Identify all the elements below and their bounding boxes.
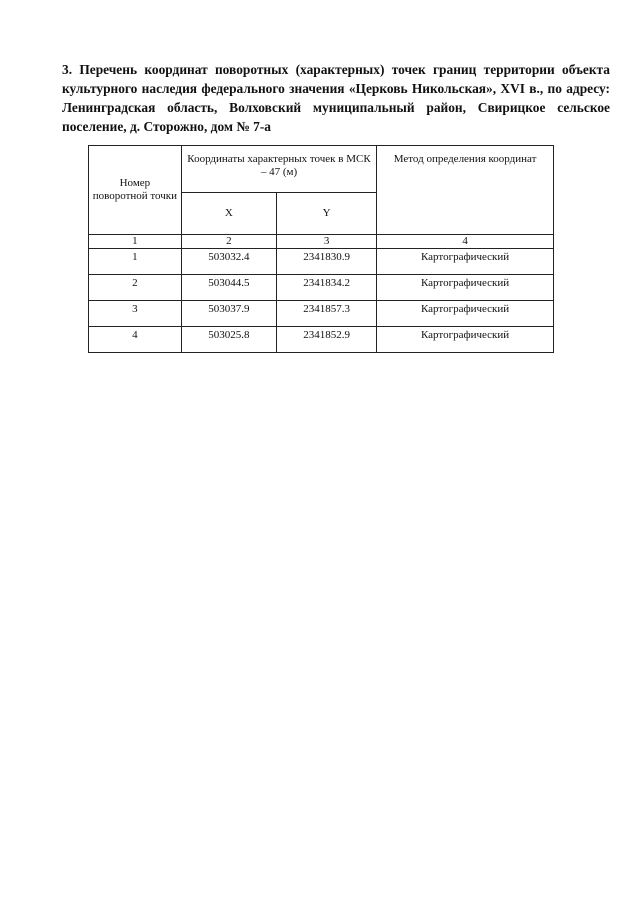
- point-number-cell: 3: [89, 301, 182, 327]
- table-row: [89, 249, 554, 275]
- header-point-number: Номер поворотной точки: [89, 146, 182, 235]
- point-number-cell: 1: [89, 249, 182, 275]
- x-coordinate-cell: 503032.4: [181, 249, 276, 275]
- x-coordinate-cell: 503025.8: [181, 327, 276, 353]
- column-number: 4: [377, 235, 554, 249]
- column-number: 2: [181, 235, 276, 249]
- column-number: 1: [89, 235, 182, 249]
- y-coordinate-cell: 2341830.9: [276, 249, 376, 275]
- method-cell: Картографический: [377, 301, 554, 327]
- y-coordinate-cell: 2341857.3: [276, 301, 376, 327]
- x-coordinate-cell: 503044.5: [181, 275, 276, 301]
- point-number-cell: 2: [89, 275, 182, 301]
- header-x: X: [181, 193, 276, 235]
- section-heading: 3. Перечень координат поворотных (характерных) точек границ территории объекта культурного наследия федерального значения «Церковь Никольская», XVI в., по адресу: Ленинградская область, Волховский муниципальный район, Свирицкое сельское поселение, д. Сторожно, дом № 7-а: [62, 62, 610, 134]
- method-cell: Картографический: [377, 327, 554, 353]
- y-coordinate-cell: 2341834.2: [276, 275, 376, 301]
- table-row: [89, 327, 554, 353]
- point-number-cell: 4: [89, 327, 182, 353]
- x-coordinate-cell: 503037.9: [181, 301, 276, 327]
- column-number-row: [89, 235, 554, 249]
- table-header-row: [89, 146, 554, 193]
- table-row: [89, 301, 554, 327]
- coordinates-table: [88, 145, 554, 353]
- column-number: 3: [276, 235, 376, 249]
- method-cell: Картографический: [377, 249, 554, 275]
- table-row: [89, 275, 554, 301]
- method-cell: Картографический: [377, 275, 554, 301]
- header-y: Y: [276, 193, 376, 235]
- y-coordinate-cell: 2341852.9: [276, 327, 376, 353]
- header-coordinates: Координаты характерных точек в МСК – 47 (м): [181, 146, 376, 193]
- header-method: Метод определения координат: [377, 146, 554, 235]
